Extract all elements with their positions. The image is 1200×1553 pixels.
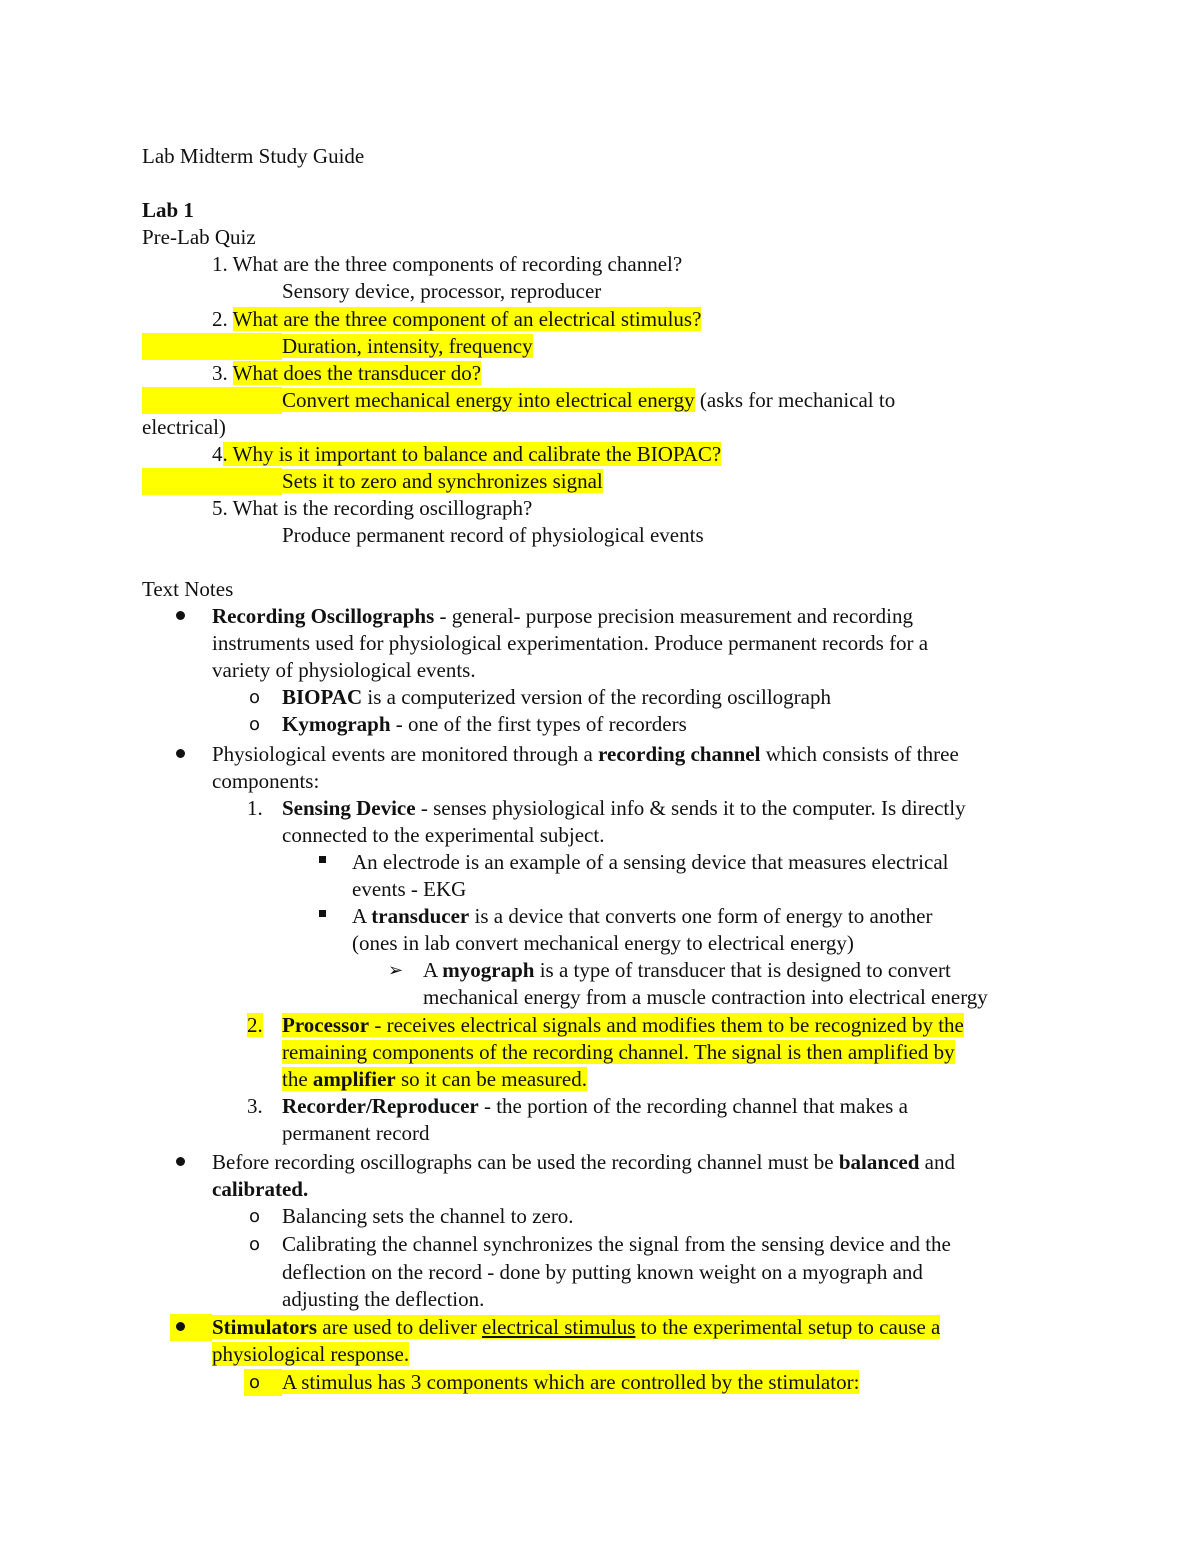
stimulators-line-2 (212, 1341, 409, 1368)
bullet-text: Before recording oscillographs can be used the recording channel must be (212, 1150, 839, 1174)
bullet-text: is a device that converts one form of energy to another (469, 904, 933, 928)
bullet-text: variety of physiological events. (212, 658, 476, 682)
bullet-text: A (352, 904, 372, 928)
q3-answer: Convert mechanical energy into electrical energy (282, 388, 695, 412)
bullet-text: instruments used for physiological experimentation. Produce permanent records for a (212, 631, 929, 655)
quiz-q3 (212, 360, 481, 387)
list-number: 1. (247, 796, 263, 820)
lab-heading: Lab 1 (142, 198, 194, 222)
quiz-q2 (212, 306, 701, 333)
quiz-q4 (212, 441, 721, 468)
q4-answer: Sets it to zero and synchronizes signal (282, 469, 603, 493)
sub-bullet-kymograph (282, 711, 687, 738)
bullet-text: remaining components of the recording channel. The signal is then amplified by (282, 1040, 955, 1064)
bullet-text: permanent record (282, 1121, 430, 1145)
bullet-text: so it can be measured. (395, 1067, 587, 1091)
bullet-text: and (919, 1150, 955, 1174)
bullet-text: A stimulus has 3 components which are controlled by the stimulator: (282, 1370, 860, 1394)
term: Kymograph (282, 712, 391, 736)
bullet-text: - one of the first types of recorders (390, 712, 687, 736)
term: balanced (838, 1150, 920, 1174)
bullet-recording-channel (212, 741, 959, 768)
arrow-bullet-icon: ➢ (388, 960, 404, 981)
highlight-indent (142, 333, 282, 360)
sub-bullet-myograph (423, 957, 951, 984)
processor-line-2 (282, 1039, 955, 1066)
term: recording channel (598, 742, 761, 766)
q2-answer-line (282, 333, 533, 360)
q5-question: What is the recording oscillograph? (232, 496, 533, 520)
quiz-q5 (212, 495, 532, 522)
bullet-text: Calibrating the channel synchronizes the signal from the sensing device and the (282, 1232, 951, 1256)
bullet-stimulators (212, 1314, 940, 1341)
circle-bullet-icon: o (249, 687, 261, 708)
bullet-text: adjusting the deflection. (282, 1287, 485, 1311)
bullet-icon (176, 1322, 185, 1331)
quiz-q1 (212, 251, 682, 278)
term: Sensing Device (282, 796, 416, 820)
component-processor (282, 1012, 964, 1039)
prelab-heading: Pre-Lab Quiz (142, 225, 256, 249)
bullet-text: - the portion of the recording channel that makes a (478, 1094, 908, 1118)
bullet-icon (176, 749, 185, 758)
list-number (247, 1012, 263, 1039)
stimulus-components (282, 1369, 859, 1396)
bullet-text: deflection on the record - done by putting known weight on a myograph and (282, 1260, 923, 1284)
q2-number: 2. (212, 307, 228, 331)
sub-bullet-transducer (352, 903, 932, 930)
bullet-text: physiological response. (212, 1342, 410, 1366)
bullet-text: A (423, 958, 443, 982)
bullet-text: is a computerized version of the recording oscillograph (362, 685, 831, 709)
q3-number: 3. (212, 361, 228, 385)
bullet-text: An electrode is an example of a sensing device that measures electrical (352, 850, 949, 874)
term: amplifier (312, 1067, 396, 1091)
bullet-text: (ones in lab convert mechanical energy to electrical energy) (352, 931, 854, 955)
sub-bullet-biopac (282, 684, 831, 711)
q1-question: What are the three components of recording channel? (232, 252, 683, 276)
bullet-text: components: (212, 769, 320, 793)
bullet-text: to the experimental setup to cause a (635, 1315, 941, 1339)
q3-answer-note: (asks for mechanical to (699, 388, 896, 412)
bullet-recording-oscillographs (212, 603, 913, 630)
document-title: Lab Midterm Study Guide (142, 144, 365, 168)
bullet-text: Balancing sets the channel to zero. (282, 1204, 574, 1228)
highlight-indent (142, 468, 282, 495)
q4-number: 4 (212, 442, 223, 466)
square-bullet-icon (319, 910, 326, 917)
q3-question: What does the transducer do? (232, 361, 482, 385)
term: Stimulators (212, 1315, 317, 1339)
highlight-indent (142, 387, 282, 414)
component-sensing-device (282, 795, 966, 822)
bullet-icon (176, 611, 185, 620)
bullet-text: mechanical energy from a muscle contraction into electrical energy (423, 985, 988, 1009)
q4-question: Why is it important to balance and calibrate the BIOPAC? (232, 442, 722, 466)
term: BIOPAC (282, 685, 363, 709)
circle-bullet-icon: o (249, 1206, 261, 1227)
term: myograph (442, 958, 535, 982)
number-text: 2. (247, 1013, 263, 1037)
term: Recorder/Reproducer (282, 1094, 479, 1118)
q2-question: What are the three component of an electrical stimulus? (232, 307, 702, 331)
bullet-text: is a type of transducer that is designed to convert (534, 958, 951, 982)
q5-answer: Produce permanent record of physiological events (282, 523, 704, 547)
q5-number: 5. (212, 496, 228, 520)
square-bullet-icon (319, 856, 326, 863)
q3-answer-wrap: electrical) (142, 415, 226, 439)
list-number: 3. (247, 1094, 263, 1118)
bullet-text: which consists of three (760, 742, 959, 766)
component-recorder (282, 1093, 908, 1120)
term: Processor (282, 1013, 370, 1037)
circle-bullet-icon: o (249, 1234, 261, 1255)
processor-line-3 (282, 1066, 587, 1093)
circle-bullet-icon: o (249, 714, 261, 735)
bullet-text: - senses physiological info & sends it to the computer. Is directly (415, 796, 966, 820)
q3-answer-line (282, 387, 895, 414)
bullet-balanced-calibrated (212, 1149, 955, 1176)
circle-bullet-icon: o (249, 1372, 261, 1393)
q2-answer: Duration, intensity, frequency (282, 334, 533, 358)
bullet-icon (176, 1157, 185, 1166)
q4-answer-line (282, 468, 603, 495)
bullet-text: - receives electrical signals and modifies them to be recognized by the (369, 1013, 964, 1037)
bullet-text: events - EKG (352, 877, 467, 901)
bullet-text: are used to deliver (317, 1315, 483, 1339)
q1-answer: Sensory device, processor, reproducer (282, 279, 602, 303)
text-notes-heading: Text Notes (142, 577, 234, 601)
q1-number: 1. (212, 252, 228, 276)
term: calibrated. (212, 1177, 309, 1201)
bullet-text: the (282, 1067, 313, 1091)
bullet-text: connected to the experimental subject. (282, 823, 605, 847)
bullet-text: Physiological events are monitored through a (212, 742, 599, 766)
term: transducer (371, 904, 470, 928)
bullet-text: - general- purpose precision measurement and recording (434, 604, 913, 628)
term: Recording Oscillographs (212, 604, 435, 628)
q4-dot: . (222, 442, 228, 466)
underlined-term: electrical stimulus (482, 1315, 636, 1339)
